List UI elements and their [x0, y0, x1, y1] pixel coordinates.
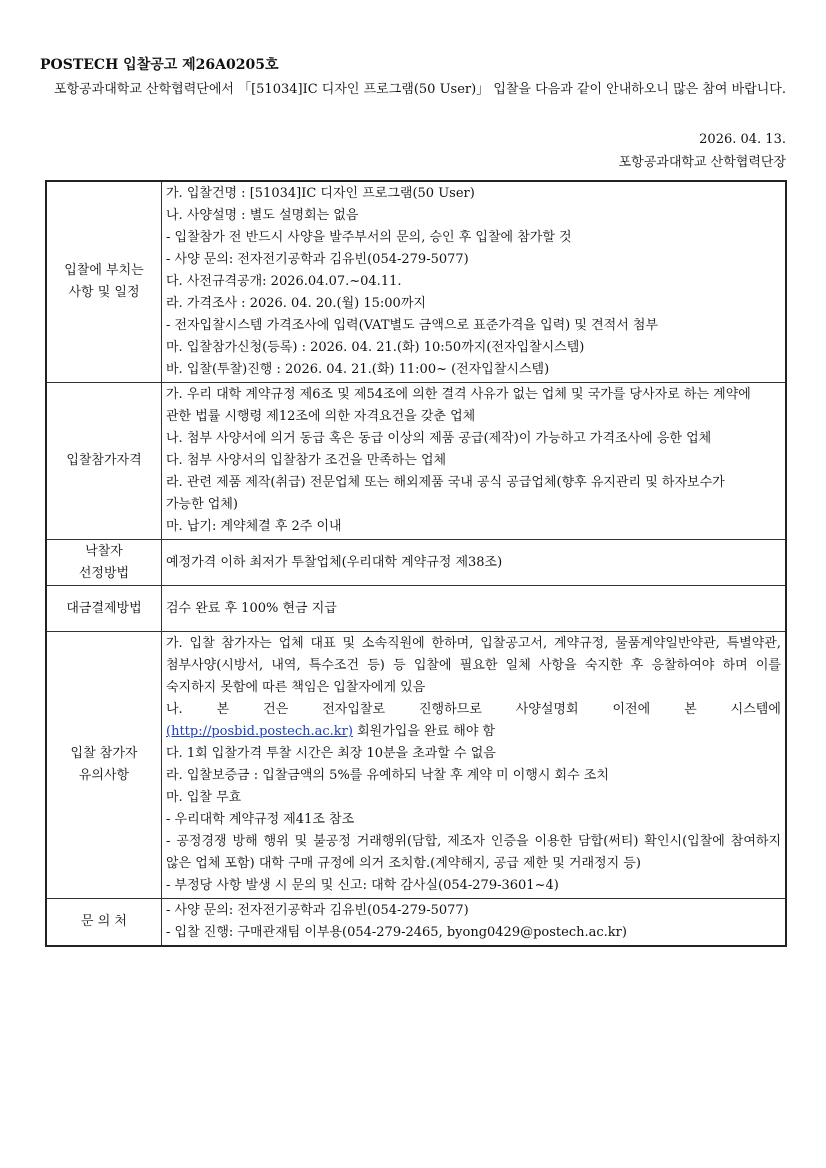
schedule-line: - 사양 문의: 전자전기공학과 김유빈(054-279-5077) — [166, 252, 469, 267]
qualification-heading: 입찰참가자격 — [46, 383, 162, 540]
selection-heading-line-1: 낙찰자 — [85, 543, 123, 559]
qualification-content — [162, 383, 787, 540]
posbid-link[interactable]: (http://posbid.postech.ac.kr) — [166, 724, 353, 739]
schedule-line: - 전자입찰시스템 가격조사에 입력(VAT별도 금액으로 표준가격을 입력) 및 견적서 첨부 — [166, 318, 658, 333]
qualification-line: 마. 납기: 계약체결 후 2주 이내 — [166, 519, 342, 534]
notice-title: POSTECH 입찰공고 제26A0205호 — [40, 57, 279, 73]
notes-content — [162, 632, 787, 899]
notes-paragraph-b-tail: 회원가입을 완료 해야 함 — [352, 724, 496, 739]
qualification-line: 다. 첨부 사양서의 입찰참가 조건을 만족하는 업체 — [166, 453, 447, 468]
notes-word: 이전에 — [612, 702, 651, 717]
table-row-schedule — [46, 181, 786, 383]
selection-heading-line-2: 선정방법 — [78, 565, 130, 581]
notes-word: 사양설명회 — [515, 702, 579, 717]
notes-word: 전자입찰로 — [322, 702, 386, 717]
table-row-qualification — [46, 383, 786, 540]
qualification-line: 가. 우리 대학 계약규정 제6조 및 제54조에 의한 결격 사유가 없는 업체 및 국가를 당사자로 하는 계약에 — [166, 387, 751, 402]
schedule-heading-line-1: 입찰에 부치는 — [64, 263, 144, 278]
contact-content — [162, 899, 787, 947]
notes-word: 진행하므로 — [419, 702, 482, 717]
table-row-selection — [46, 540, 786, 586]
schedule-line: 나. 사양설명 : 별도 설명회는 없음 — [166, 208, 359, 223]
notes-line-c: 다. 1회 입찰가격 투찰 시간은 최장 10분을 초과할 수 없음 — [166, 746, 496, 761]
qualification-line: 라. 관련 제품 제작(취급) 전문업체 또는 해외제품 국내 공식 공급업체(향후 유지관리 및 하자보수가 — [166, 475, 725, 490]
notes-word: 본 — [684, 702, 697, 717]
notes-paragraph-b-line-2 — [166, 721, 781, 743]
schedule-line: 가. 입찰건명 : [51034]IC 디자인 프로그램(50 User) — [166, 186, 475, 201]
qualification-line: 관한 법률 시행령 제12조에 의한 자격요건을 갖춘 업체 — [166, 409, 476, 424]
notes-word: 본 — [216, 702, 230, 717]
notes-line-d: 라. 입찰보증금 : 입찰금액의 5%를 유예하되 낙찰 후 계약 미 이행시 회수 조치 — [166, 768, 609, 783]
schedule-content — [162, 181, 787, 383]
qualification-line: 가능한 업체) — [166, 497, 238, 512]
schedule-heading — [46, 181, 162, 383]
table-row-payment — [46, 586, 786, 632]
payment-heading: 대금결제방법 — [46, 586, 162, 632]
contact-line: - 사양 문의: 전자전기공학과 김유빈(054-279-5077) — [166, 903, 469, 918]
table-row-contact — [46, 899, 786, 947]
notice-date: 2026. 04. 13. — [699, 132, 786, 147]
qualification-line: 나. 첨부 사양서에 의거 동급 혹은 동급 이상의 제품 공급(제작)이 가능하고 가격조사에 응한 업체 — [166, 431, 712, 446]
notes-heading-line-2: 유의사항 — [78, 768, 130, 783]
table-row-notes — [46, 632, 786, 899]
contact-line: - 입찰 진행: 구매관재팀 이부용(054-279-2465, byong0429@postech.ac.kr) — [166, 925, 627, 940]
payment-content: 검수 완료 후 100% 현금 지급 — [162, 586, 787, 632]
notes-line-f: - 우리대학 계약규정 제41조 참조 — [166, 812, 355, 827]
notes-word: 나. — [166, 702, 183, 717]
notice-intro: 포항공과대학교 산학협력단에서 「[51034]IC 디자인 프로그램(50 User)」 입찰을 다음과 같이 안내하오니 많은 참여 바랍니다. — [54, 82, 786, 97]
notes-word: 시스템에 — [730, 702, 781, 717]
schedule-heading-line-2: 사항 및 일정 — [68, 285, 140, 300]
contact-heading: 문 의 처 — [46, 899, 162, 947]
notes-paragraph-b-line-1 — [166, 699, 781, 721]
notes-line-h: - 부정당 사항 발생 시 문의 및 신고: 대학 감사실(054-279-3601~4) — [166, 878, 559, 893]
notes-paragraph-a: 가. 입찰 참가자는 업체 대표 및 소속직원에 한하며, 입찰공고서, 계약규정, 물품계약일반약관, 특별약관, 첨부사양(시방서, 내역, 특수조건 등) 등 입찰에 필요한 일체 사항을 숙지한 후 응찰하여야 하며 이를 숙지하지 못함에 따른 책임은 입찰자에게 있음 — [166, 636, 781, 695]
schedule-line: 라. 가격조사 : 2026. 04. 20.(월) 15:00까지 — [166, 296, 426, 311]
notes-heading — [46, 632, 162, 899]
notes-word: 건은 — [263, 702, 289, 717]
notice-table — [45, 180, 787, 947]
notes-paragraph-g: - 공정경쟁 방해 행위 및 불공정 거래행위(담합, 제조자 인증을 이용한 담합(써티) 확인시(입찰에 참여하지 않은 업체 포함) 대학 구매 규정에 의거 조치함.(계약해지, 공급 제한 및 거래정지 등) — [166, 834, 781, 871]
selection-heading — [46, 540, 162, 586]
notice-issuer: 포항공과대학교 산학협력단장 — [618, 155, 786, 170]
schedule-line: 다. 사전규격공개: 2026.04.07.~04.11. — [166, 274, 402, 289]
notes-heading-line-1: 입찰 참가자 — [70, 746, 138, 761]
schedule-line: 마. 입찰참가신청(등록) : 2026. 04. 21.(화) 10:50까지(전자입찰시스템) — [166, 340, 585, 355]
notes-line-e: 마. 입찰 무효 — [166, 790, 242, 805]
schedule-line: 바. 입찰(투찰)진행 : 2026. 04. 21.(화) 11:00~ (전자입찰시스템) — [166, 362, 550, 377]
selection-content: 예정가격 이하 최저가 투찰업체(우리대학 계약규정 제38조) — [162, 540, 787, 586]
schedule-line: - 입찰참가 전 반드시 사양을 발주부서의 문의, 승인 후 입찰에 참가할 것 — [166, 230, 572, 245]
